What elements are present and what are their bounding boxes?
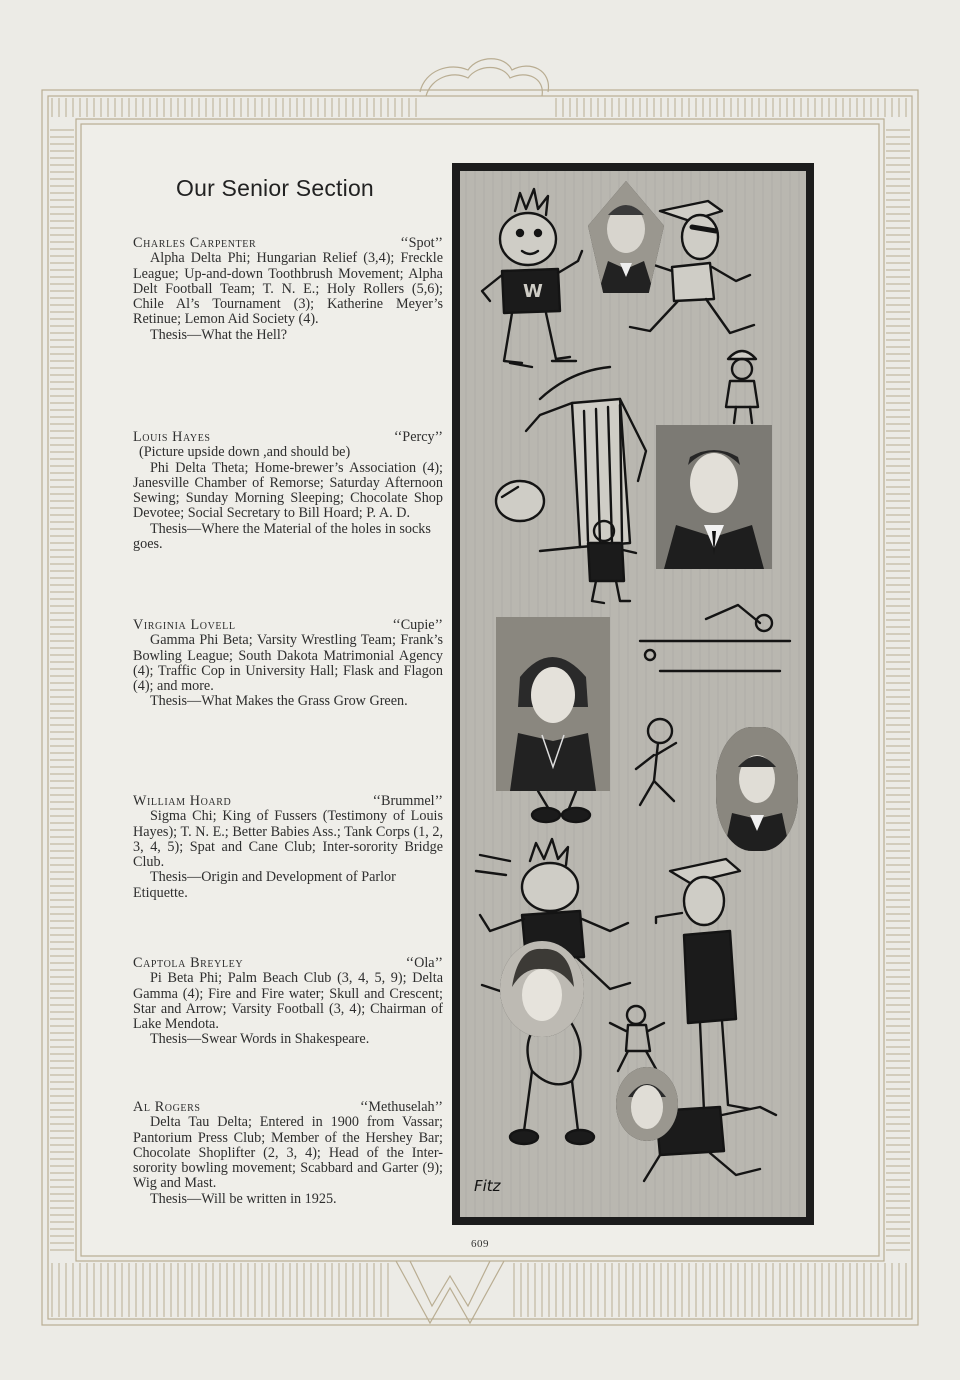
entry-name: Louis Hayes [133,429,211,445]
entry-header [133,430,443,445]
entry-name: Virginia Lovell [133,617,236,633]
cartoon-photo-panel [452,163,814,1225]
entry-nickname: ‘‘Brummel’’ [372,793,443,809]
entry-header [133,236,443,251]
entry-header [133,1100,443,1115]
entry-body: Gamma Phi Beta; Varsity Wrestling Team; Frank’s Bowling League; South Dakota Matrimonial Agency (4); Traffic Cop in University Hall; Flask and Flagon (4); and more. [133,632,443,695]
photo-william-hoard [716,727,798,851]
cartoon-upside-down-man-icon [496,367,646,553]
entry-thesis: Thesis—Swear Words in Shakespeare. [150,1031,370,1048]
entry-header [133,956,443,971]
entry-thesis: Thesis—Will be written in 1925. [150,1190,337,1207]
entry-nickname: ‘‘Methuselah’’ [360,1099,443,1115]
entry-header [133,618,443,633]
photo-al-rogers [616,1067,678,1141]
cartoon-feet-icon [532,791,590,822]
entry-body: Sigma Chi; King of Fussers (Testimony of Louis Hayes); T. N. E.; Better Babies Ass.; Tank Corps (1, 2, 3, 4, 5); Spat and Cane Club; Inter-sorority Bridge Club. [133,808,443,871]
entry-name: Captola Breyley [133,955,244,971]
cartoon-lady-body-icon [510,1021,594,1144]
entry-nickname: ‘‘Ola’’ [405,955,443,971]
entry-header [133,794,443,809]
entry-thesis: Thesis—Where the Material of the holes in socks goes. [133,520,431,553]
page-title: Our Senior Section [176,175,374,201]
jersey-letter: W [523,281,543,302]
cartoon-runner-icon [636,719,676,805]
entry-subtitle: (Picture upside down ,and should be) [139,444,351,461]
entry-name: Al Rogers [133,1099,201,1115]
entry-louis-hayes [133,430,443,552]
artist-signature: Fitz [474,1177,501,1195]
photo-louis-hayes [656,425,772,569]
panel-background [460,171,806,1217]
page-number: 609 [471,1238,489,1250]
cartoon-kid-w-jersey-icon [482,189,582,367]
entry-virginia-lovell [133,618,443,710]
entry-thesis: Thesis—What Makes the Grass Grow Green. [150,693,408,710]
entry-al-rogers [133,1100,443,1207]
entry-william-hoard [133,794,443,901]
entry-body: Pi Beta Phi; Palm Beach Club (3, 4, 5, 9); Delta Gamma (4); Fire and Fire water; Skull and Crescent; Star and Arrow; Varsity Football (3, 4); Chairman of Lake Mendota. [133,970,443,1033]
entry-thesis: Thesis—What the Hell? [150,326,288,343]
photo-virginia-lovell [496,617,610,791]
photo-captola-breyley [500,941,584,1037]
entry-nickname: ‘‘Cupie’’ [392,617,443,633]
entry-charles-carpenter [133,236,443,343]
entry-captola-breyley [133,956,443,1048]
entry-nickname: ‘‘Percy’’ [393,429,443,445]
entry-body: Delta Tau Delta; Entered in 1900 from Vassar; Pantorium Press Club; Member of the Hershey Bar; Chocolate Shoplifter (2, 3, 4); Head of the Inter-sorority bowling movement; Scabbard and Garter (9); Wig and Mast. [133,1114,443,1192]
entry-body: Alpha Delta Phi; Hungarian Relief (3,4); Freckle League; Up-and-down Toothbrush Movement; Alpha Delt Football Team; T. N. E.; Holy Rollers (5,6); Chile Al’s Tournament (3); Katherine Meyer’s Retinue; Lemon Aid Society (4). [133,250,443,328]
entry-thesis: Thesis—Origin and Development of Parlor Etiquette. [133,869,396,901]
cartoon-bowler-icon [640,605,790,671]
cartoon-girl-hat-icon [726,351,758,423]
entry-name: Charles Carpenter [133,235,257,251]
entry-body: Phi Delta Theta; Home-brewer’s Association (4); Janesville Chamber of Remorse; Saturday Afternoon Sewing; Sunday Morning Sleeping; Chocolate Shop Devotee; Social Secretary to Bill Hoard; P. A. D. [133,459,443,522]
entry-nickname: ‘‘Spot’’ [400,235,443,251]
entry-name: William Hoard [133,793,232,809]
